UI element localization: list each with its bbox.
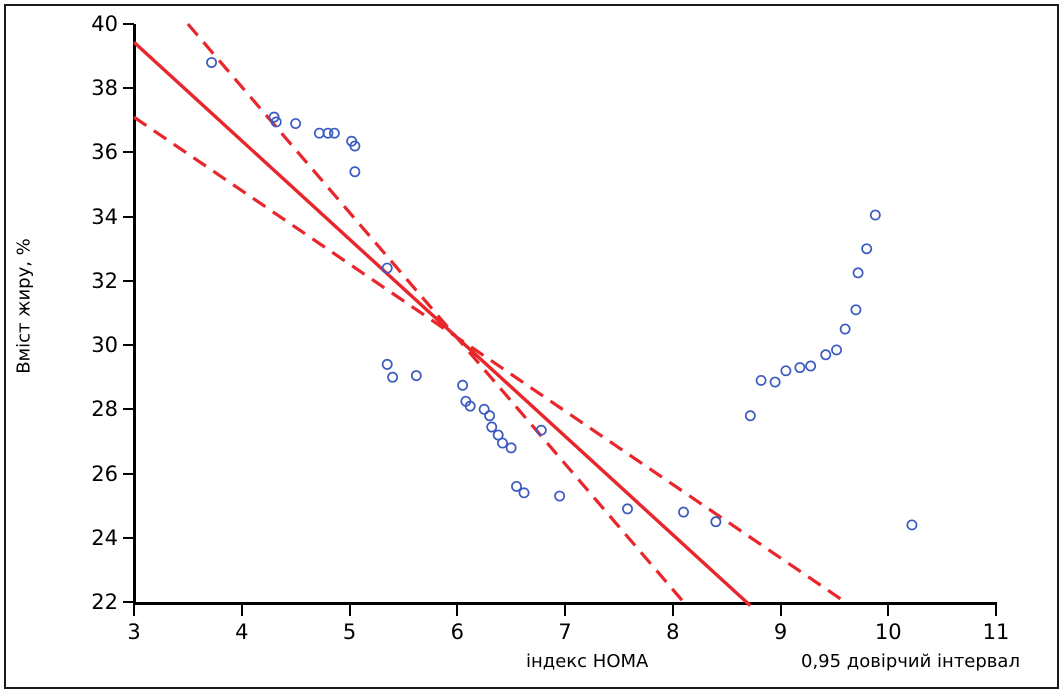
x-tick xyxy=(780,605,782,616)
scatter-point xyxy=(537,426,546,435)
confidence-interval-label: 0,95 довірчий інтервал xyxy=(801,651,1020,672)
scatter-point xyxy=(207,58,216,67)
x-tick-label: 6 xyxy=(450,620,464,644)
scatter-point xyxy=(555,491,564,500)
x-axis-title: індекс HOMA xyxy=(526,651,649,672)
scatter-point xyxy=(458,381,467,390)
y-tick xyxy=(123,280,134,282)
scatter-point xyxy=(679,507,688,516)
y-tick-label: 22 xyxy=(91,590,118,614)
y-tick xyxy=(123,408,134,410)
y-tick xyxy=(123,87,134,89)
y-tick-label: 26 xyxy=(91,461,118,486)
y-tick xyxy=(123,216,134,218)
scatter-point xyxy=(291,119,300,128)
scatter-point xyxy=(498,438,507,447)
y-tick-label: 28 xyxy=(91,397,118,422)
y-tick xyxy=(123,601,134,603)
x-tick-label: 5 xyxy=(342,620,357,644)
x-tick-label: 7 xyxy=(558,620,572,644)
y-tick xyxy=(123,344,134,346)
scatter-point xyxy=(806,361,815,370)
x-tick xyxy=(349,605,351,616)
x-tick-label: 9 xyxy=(773,620,788,644)
scatter-point xyxy=(485,411,494,420)
scatter-point xyxy=(487,422,496,431)
scatter-points xyxy=(134,24,996,602)
scatter-point xyxy=(412,371,421,380)
scatter-point xyxy=(383,360,392,369)
y-tick-label: 34 xyxy=(91,204,118,229)
scatter-point xyxy=(862,244,871,253)
scatter-point xyxy=(330,129,339,138)
x-tick xyxy=(456,605,458,616)
x-tick xyxy=(995,605,997,616)
scatter-point xyxy=(507,443,516,452)
scatter-point xyxy=(871,210,880,219)
x-tick xyxy=(564,605,566,616)
y-tick-label: 32 xyxy=(91,268,118,293)
x-tick xyxy=(887,605,889,616)
y-tick-label: 24 xyxy=(91,525,118,550)
y-tick xyxy=(123,23,134,25)
scatter-point xyxy=(795,363,804,372)
scatter-point xyxy=(781,366,790,375)
scatter-point xyxy=(821,350,830,359)
x-tick-label: 11 xyxy=(982,620,1010,644)
y-tick xyxy=(123,473,134,475)
y-tick-label: 38 xyxy=(91,76,118,101)
y-axis-title: Вміст жиру, % xyxy=(13,238,35,374)
x-tick-label: 3 xyxy=(127,620,141,644)
x-tick xyxy=(241,605,243,616)
x-tick-label: 10 xyxy=(874,620,902,644)
y-tick-label: 30 xyxy=(91,333,118,358)
scatter-point xyxy=(757,376,766,385)
y-tick-label: 36 xyxy=(91,140,118,165)
scatter-point xyxy=(841,324,850,333)
x-tick-label: 8 xyxy=(666,620,680,644)
scatter-point xyxy=(519,488,528,497)
scatter-point xyxy=(853,268,862,277)
y-tick xyxy=(123,537,134,539)
x-tick-label: 4 xyxy=(235,620,249,644)
y-tick-label: 40 xyxy=(91,12,118,36)
scatter-point xyxy=(832,345,841,354)
scatter-point xyxy=(383,263,392,272)
scatter-point xyxy=(851,305,860,314)
scatter-point xyxy=(388,373,397,382)
scatter-point xyxy=(771,377,780,386)
y-tick xyxy=(123,151,134,153)
chart-frame xyxy=(4,4,1059,689)
x-tick xyxy=(672,605,674,616)
x-tick xyxy=(133,605,135,616)
scatter-point xyxy=(711,517,720,526)
plot-area xyxy=(91,12,1010,644)
scatter-point xyxy=(623,504,632,513)
scatter-point xyxy=(746,411,755,420)
scatter-point xyxy=(350,167,359,176)
scatter-point xyxy=(907,520,916,529)
